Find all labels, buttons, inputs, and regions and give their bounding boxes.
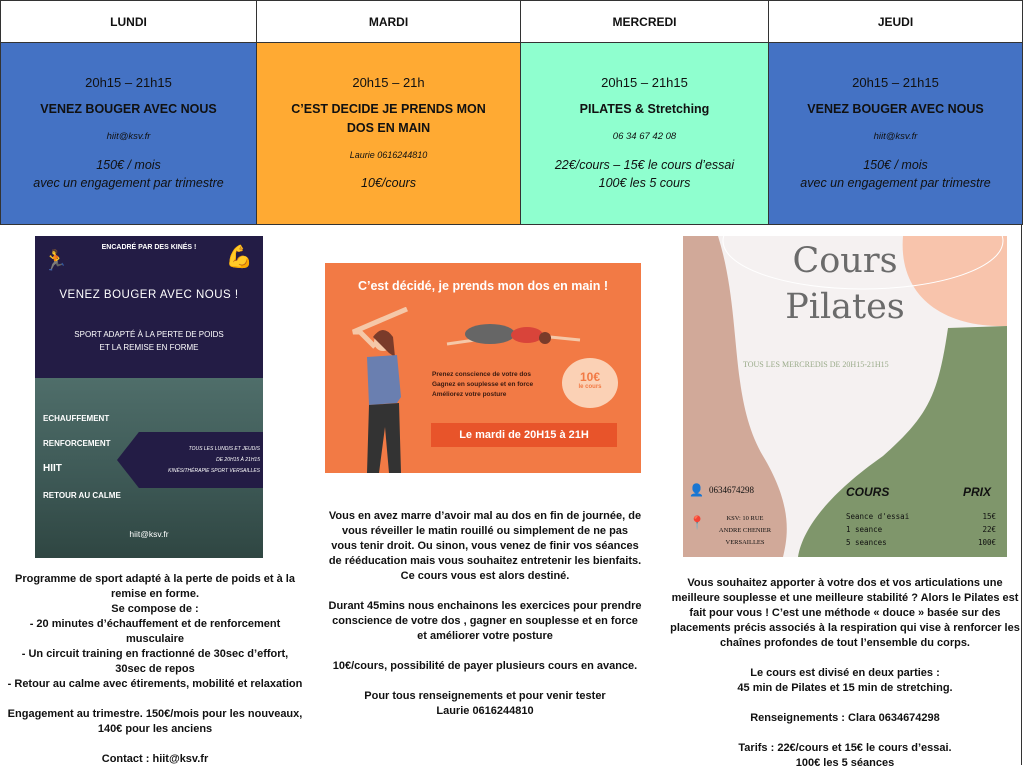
row-price: 22€ [982, 525, 996, 534]
poster-subtitle: SPORT ADAPTÉ À LA PERTE DE POIDS ET LA REMISE EN FORME [74, 330, 224, 352]
poster-dos [325, 263, 641, 473]
time: 20h15 – 21h15 [85, 75, 172, 90]
table-header-cours: COURS [846, 485, 890, 499]
day-header: JEUDI [769, 1, 1023, 43]
contact: hiit@ksv.fr [873, 131, 918, 142]
course-title: PILATES & Stretching [579, 102, 710, 116]
poster-title: VENEZ BOUGER AVEC NOUS ! [59, 289, 239, 301]
price-note: 100€ les 5 cours [598, 176, 691, 190]
poster-schedule: TOUS LES MERCREDIS DE 20H15-21H15 [743, 360, 889, 369]
program-item: HIIT [43, 463, 62, 474]
cell-lundi [1, 43, 257, 225]
row-price: 100€ [977, 538, 996, 547]
time: 20h15 – 21h15 [852, 75, 939, 90]
price: 150€ / mois [96, 158, 161, 172]
description-pilates: Vous souhaitez apporter à votre dos et vos articulations une meilleure souplesse et une meilleure stabilité ? Alors le Pilates est fait pour vous ! C’est une méthode « douce » basée sur des placements précis associés à la respiration qui vise à renforcer les chaînes profondes de tout l’ensemble du corps. Le cours est divisé en deux parties : 45 min de Pilates et 15 min de stretching. Renseignements : Clara 0634674298 Tarifs : 22€/cours et 15€ le cours d’essai. 100€ les 5 séances [670, 577, 1020, 769]
runner-icon: 🏃 [43, 250, 68, 272]
lying-woman-illustration [445, 318, 585, 348]
price-list [846, 510, 996, 549]
poster-phone: 0634674298 [709, 485, 754, 495]
cell-mardi [257, 43, 521, 225]
cell-mercredi [521, 43, 769, 225]
day-header: MERCREDI [521, 1, 769, 43]
muscle-icon: 💪 [225, 244, 253, 269]
decorative-shapes [683, 236, 1007, 557]
time: 20h15 – 21h15 [601, 75, 688, 90]
location-pin-icon: 📍 [689, 515, 706, 530]
price: 22€/cours – 15€ le cours d’essai [554, 158, 735, 172]
price-row [846, 523, 996, 536]
row-name: 5 seances [846, 538, 887, 547]
description-hiit: Programme de sport adapté à la perte de poids et à la remise en forme. Se compose de : - 20 minutes d’échauffement et de renforcement musculaire - Un circuit training en fractionné de 30sec d’effort, 30sec de repos - Retour au calme avec étirements, mobilité et relaxation Engagement au trimestre. 150€/mois pour les nouveaux, 140€ pour les anciens Contact : hiit@ksv.fr [7, 573, 303, 765]
poster-benefits: Prenez conscience de votre dos Gagnez en souplesse et en force Améliorez votre posture [432, 371, 534, 398]
program-item: RETOUR AU CALME [43, 491, 121, 500]
table-header-prix: PRIX [963, 485, 992, 499]
day-header: LUNDI [1, 1, 257, 43]
contact: Laurie 0616244810 [349, 150, 428, 160]
schedule-banner: Le mardi de 20H15 à 21H [431, 423, 617, 447]
price-row [846, 536, 996, 549]
course-title: C’EST DECIDE JE PRENDS MON DOS EN MAIN [291, 102, 486, 135]
row-price: 15€ [982, 512, 996, 521]
course-title: VENEZ BOUGER AVEC NOUS [807, 102, 984, 116]
price-unit: le cours [578, 384, 602, 390]
row-name: 1 seance [846, 525, 883, 534]
price-row [846, 510, 996, 523]
price: 150€ / mois [863, 158, 928, 172]
price: 10€/cours [361, 176, 416, 190]
contact: 06 34 67 42 08 [612, 131, 677, 142]
day-header: MARDI [257, 1, 521, 43]
course-title: VENEZ BOUGER AVEC NOUS [40, 102, 217, 116]
price-note: avec un engagement par trimestre [800, 176, 991, 190]
poster-tagline: ENCADRÉ PAR DES KINÉS ! [101, 244, 197, 251]
poster-hiit [35, 236, 263, 558]
poster-schedule: TOUS LES LUNDIS ET JEUDIS DE 20H15 À 21H15 KINÉSITHÉRAPIE SPORT VERSAILLES [168, 446, 260, 474]
poster-title: C’est décidé, je prends mon dos en main ! [357, 279, 609, 293]
poster-title-line2: Pilates [785, 287, 905, 327]
time: 20h15 – 21h [352, 75, 425, 90]
program-item: ECHAUFFEMENT [43, 414, 110, 423]
poster-email: hiit@ksv.fr [129, 529, 169, 539]
poster-title-line1: Cours [792, 241, 898, 281]
cell-jeudi [769, 43, 1023, 225]
price-badge [562, 358, 618, 408]
person-icon: 👤 [689, 483, 704, 497]
poster-address: KSV: 10 RUE ANDRE CHENIER VERSAILLES [718, 515, 772, 546]
price-note: avec un engagement par trimestre [33, 176, 224, 190]
schedule-table [0, 0, 1023, 225]
stretching-woman-illustration [345, 307, 415, 473]
row-name: Seance d'essai [846, 512, 910, 521]
description-dos: Vous en avez marre d’avoir mal au dos en fin de journée, de vous réveiller le matin rouillé ou simplement de ne pas vous tenir droit. Ou sinon, vous venez de finir vos séances de rééducation mais vous souhaitez entretenir les bienfaits. Ce cours vous est alors destiné. Durant 45mins nous enchainons les exercices pour prendre conscience de votre dos , gagner en souplesse et en force et améliorer votre posture 10€/cours, possibilité de payer plusieurs cours en avance. Pour tous renseignements et pour venir tester Laurie 0616244810 [328, 510, 642, 717]
poster-pilates [683, 236, 1007, 557]
contact: hiit@ksv.fr [106, 131, 151, 142]
price-value: 10€ [579, 370, 601, 384]
program-item: RENFORCEMENT [43, 439, 111, 448]
